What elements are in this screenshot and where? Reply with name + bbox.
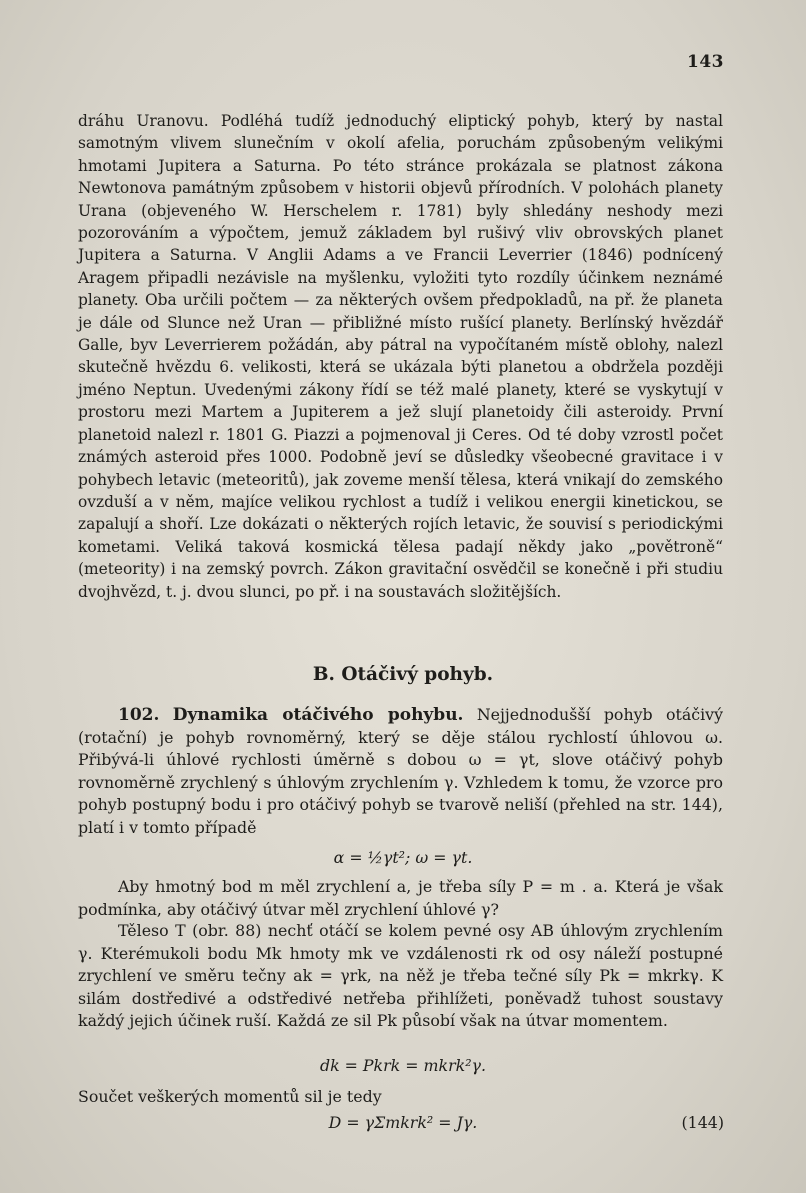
- paragraph-rigid-body: Těleso T (obr. 88) nechť otáčí se kolem pevné osy AB úhlovým zrychlením γ. Kterémukoli bodu Mk hmoty mk ve vzdálenosti rk od osy náleží postupné zrychlení ve směru tečny ak = γrk, na něž je třeba tečné síly Pk = mkrkγ. K silám dostředivé a odstředivé netřeba přihlížeti, poněvadž tuhost soustavy každý jejich účinek ruší. Každá ze sil Pk působí však na útvar momentem.: [78, 921, 723, 1031]
- paragraph-rotational-dynamics-text: Nejjednodušší pohyb otáčivý (rotační) je pohyb rovnoměrný, který se děje stálou rychlostí úhlovou ω. Přibývá-li úhlové rychlosti úměrně s dobou ω = γt, slove otáčivý pohyb rovnoměrně zrychlený s úhlovým zrychlením γ. Vzhledem k tomu, že vzorce pro pohyb postupný bodu i pro otáčivý pohyb se tvarově neliší (přehled na str. 144), platí i v tomto případě: [78, 705, 724, 837]
- article-number: 102.: [118, 705, 160, 725]
- paragraph-rotational-dynamics: [78, 704, 723, 840]
- equation-number: (144): [681, 1113, 724, 1132]
- formula-angular-kinematics: α = ½γt²; ω = γt.: [333, 848, 473, 867]
- paragraph-sum-of-moments: Součet veškerých momentů sil je tedy: [78, 1087, 382, 1106]
- formula-moment-of-force: dk = Pkrk = mkrk²γ.: [319, 1056, 487, 1075]
- article-title: Dynamika otáčivého pohybu.: [172, 705, 464, 725]
- paragraph-uranus-neptune: dráhu Uranovu. Podléhá tudíž jednoduchý eliptický pohyb, který by nastal samotným vlivem slunečním v okolí afelia, poruchám způsobeným velikými hmotami Jupitera a Saturna. Po této stránce prokázala se platnost zákona Newtonova památným způsobem v historii objevů přírodních. V polohách planety Urana (objeveného W. Herschelem r. 1781) byly shledány neshody mezi pozorováním a výpočtem, jemuž základem byl rušivý vliv obrovských planet Jupitera a Saturna. V Anglii Adams a ve Francii Leverrier (1846) podnícený Aragem připadli nezávisle na myšlenku, vyložiti tyto rozdíly účinkem neznámé planety. Oba určili počtem — za některých ovšem předpokladů, na př. že planeta je dále od Slunce než Uran — přibližné místo rušící planety. Berlínský hvězdář Galle, byv Leverrierem požádán, aby pátral na vypočítaném místě oblohy, nalezl skutečně hvězdu 6. velikosti, která se ukázala býti planetou a obdržela později jméno Neptun. Uvedenými zákony řídí se též malé planety, které se vyskytují v prostoru mezi Martem a Jupiterem a jež slují planetoidy čili asteroidy. První planetoid nalezl r. 1801 G. Piazzi a pojmenoval ji Ceres. Od té doby vzrostl počet známých asteroid přes 1000. Podobně jeví se důsledky všeobecné gravitace i v pohybech letavic (meteoritů), jak zoveme menší tělesa, která vnikají do zemského ovzduší a v něm, majíce velikou rychlost a tudíž i velikou energii kinetickou, se zapalují a shoří. Lze dokázati o některých rojích letavic, že souvisí s periodickými kometami. Veliká taková kosmická tělesa padají někdy jako „povětroně“ (meteority) i na zemský povrch. Zákon gravitační osvědčil se konečně i při studiu dvojhvězd, t. j. dvou slunci, po př. i na soustavách složitějších.: [78, 112, 723, 601]
- formula-total-moment: D = γΣmkrk² = Jγ.: [328, 1113, 478, 1132]
- section-heading: B. Otáčivý pohyb.: [312, 664, 494, 685]
- paragraph-mass-point-acceleration: Aby hmotný bod m měl zrychlení a, je třeba síly P = m . a. Která je však podmínka, aby otáčivý útvar měl zrychlení úhlové γ?: [78, 877, 723, 919]
- page-number: 143: [687, 52, 724, 72]
